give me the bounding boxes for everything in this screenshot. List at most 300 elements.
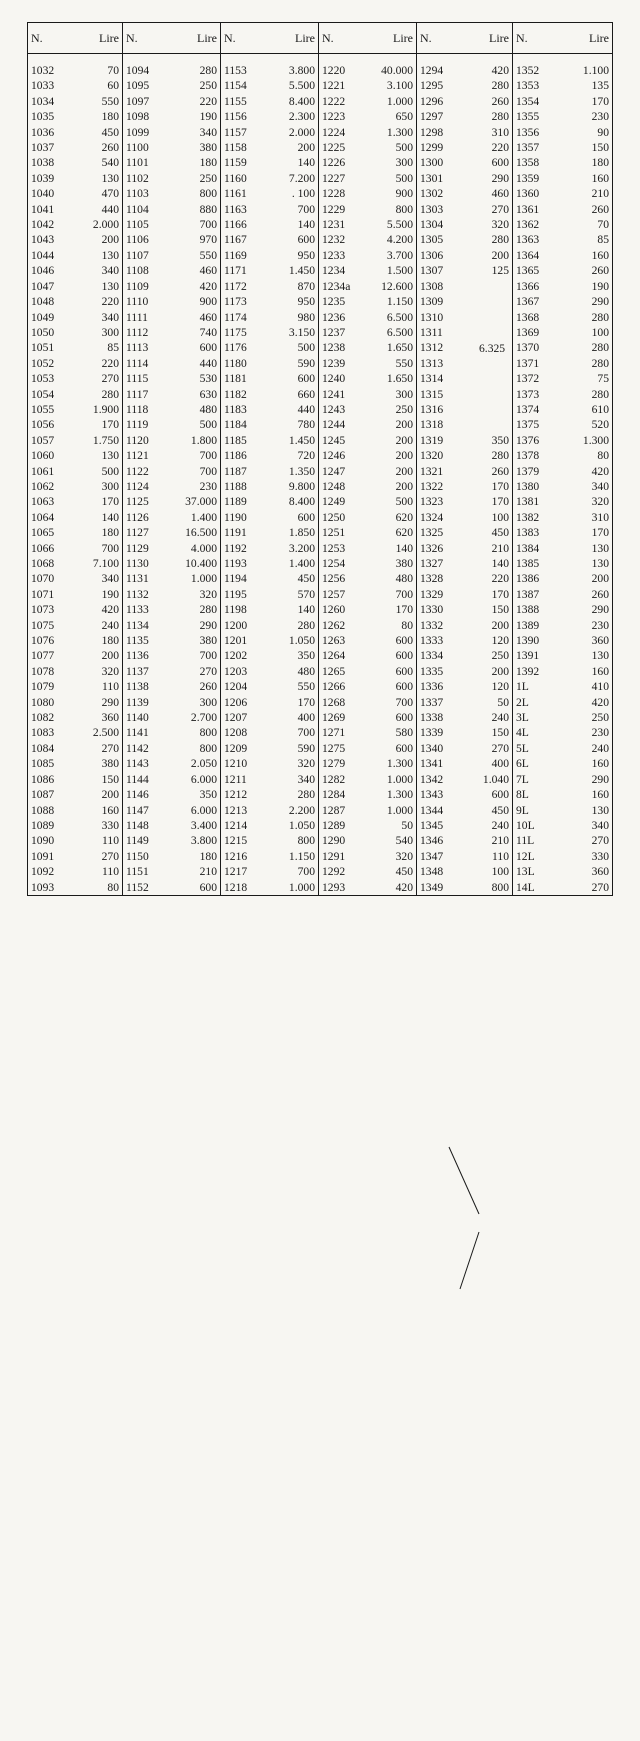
item-price: 270 xyxy=(169,664,221,679)
item-number: 1225 xyxy=(322,141,346,155)
item-price: 620 xyxy=(367,525,417,540)
item-number: 13L xyxy=(516,865,535,879)
item-price: 300 xyxy=(367,387,417,402)
item-price: 280 xyxy=(267,618,319,633)
item-number: 1390 xyxy=(516,634,540,648)
item-price: 50 xyxy=(367,818,417,833)
item-number: 1160 xyxy=(224,171,247,185)
item-number: 1373 xyxy=(516,387,540,401)
item-number: 1195 xyxy=(224,587,247,601)
table-row xyxy=(28,525,613,540)
item-number: 1388 xyxy=(516,603,540,617)
item-price: 180 xyxy=(559,155,613,170)
item-number: 1109 xyxy=(126,279,149,293)
item-number: 1335 xyxy=(420,664,444,678)
item-number: 7L xyxy=(516,772,529,786)
item-price xyxy=(463,387,513,402)
item-price: 800 xyxy=(267,833,319,848)
item-price: 220 xyxy=(463,140,513,155)
item-price: 470 xyxy=(78,186,123,201)
item-price: 320 xyxy=(78,664,123,679)
item-number: 1082 xyxy=(28,710,78,725)
item-price: 700 xyxy=(267,725,319,740)
table-row xyxy=(28,664,613,679)
item-price: 160 xyxy=(78,803,123,818)
item-price: 600 xyxy=(367,679,417,694)
item-price: 250 xyxy=(367,402,417,417)
table-row xyxy=(28,63,613,78)
item-number: 1181 xyxy=(224,372,247,386)
item-number: 1148 xyxy=(126,818,149,832)
item-number: 1140 xyxy=(126,711,149,725)
item-price: 350 xyxy=(267,648,319,663)
item-price: 7.200 xyxy=(267,171,319,186)
item-number: 1305 xyxy=(420,233,444,247)
item-price: 530 xyxy=(169,371,221,386)
item-price: 420 xyxy=(559,464,613,479)
item-number: 1174 xyxy=(224,310,247,324)
item-number: 1132 xyxy=(126,587,149,601)
item-price: 380 xyxy=(367,556,417,571)
item-price: 2.700 xyxy=(169,710,221,725)
item-price: 100 xyxy=(463,864,513,879)
item-price: 140 xyxy=(78,510,123,525)
table-row xyxy=(28,479,613,494)
item-price: 540 xyxy=(367,833,417,848)
item-price: 210 xyxy=(559,186,613,201)
item-price: 3.800 xyxy=(169,833,221,848)
item-number: 1227 xyxy=(322,171,346,185)
col-header-number: N. xyxy=(417,23,463,54)
table-row xyxy=(28,849,613,864)
item-number: 1100 xyxy=(126,141,149,155)
item-price: 620 xyxy=(367,510,417,525)
item-price: 80 xyxy=(78,880,123,896)
item-price: 200 xyxy=(78,232,123,247)
item-number: 1213 xyxy=(224,803,248,817)
item-number: 1238 xyxy=(322,341,346,355)
item-number: 1312 xyxy=(420,341,444,355)
item-price: 280 xyxy=(559,356,613,371)
item-number: 12L xyxy=(516,849,535,863)
item-number: 1211 xyxy=(224,772,247,786)
item-price: 7.100 xyxy=(78,556,123,571)
table-row xyxy=(28,125,613,140)
item-price: 130 xyxy=(78,171,123,186)
item-price: 180 xyxy=(169,155,221,170)
item-price: 280 xyxy=(169,602,221,617)
item-number: 1355 xyxy=(516,110,540,124)
table-row xyxy=(28,756,613,771)
item-number: 1098 xyxy=(126,110,150,124)
table-row xyxy=(28,864,613,879)
item-price: 540 xyxy=(78,155,123,170)
item-price: 550 xyxy=(78,94,123,109)
item-number: 1287 xyxy=(322,803,346,817)
item-price: . 100 xyxy=(267,186,319,201)
table-row xyxy=(28,556,613,571)
item-price: 700 xyxy=(169,217,221,232)
item-number: 1062 xyxy=(28,479,78,494)
item-number: 1290 xyxy=(322,834,346,848)
item-number: 1103 xyxy=(126,187,149,201)
item-number: 1080 xyxy=(28,695,78,710)
item-price: 280 xyxy=(169,63,221,78)
item-price: 280 xyxy=(463,232,513,247)
item-number: 1119 xyxy=(126,418,149,432)
item-number: 1284 xyxy=(322,788,346,802)
item-price: 900 xyxy=(169,294,221,309)
item-price: 660 xyxy=(267,387,319,402)
item-number: 1182 xyxy=(224,387,247,401)
item-number: 1364 xyxy=(516,248,540,262)
item-number: 1381 xyxy=(516,495,540,509)
item-number: 1093 xyxy=(28,880,78,896)
item-price: 1.500 xyxy=(367,263,417,278)
item-number: 1077 xyxy=(28,648,78,663)
item-price: 3.200 xyxy=(267,541,319,556)
item-number: 1152 xyxy=(123,880,169,896)
item-number: 1343 xyxy=(420,788,444,802)
item-price: 380 xyxy=(169,140,221,155)
item-price: 320 xyxy=(463,217,513,232)
item-price: 450 xyxy=(267,571,319,586)
item-number: 1192 xyxy=(224,541,247,555)
item-price: 170 xyxy=(78,494,123,509)
item-price: 3.150 xyxy=(267,325,319,340)
item-number: 1289 xyxy=(322,818,346,832)
item-price: 2.000 xyxy=(267,125,319,140)
item-number: 1033 xyxy=(28,78,78,93)
item-number: 1352 xyxy=(516,64,540,77)
item-price: 600 xyxy=(267,371,319,386)
item-price: 460 xyxy=(169,310,221,325)
item-price: 610 xyxy=(559,402,613,417)
item-price: 3.700 xyxy=(367,248,417,263)
item-number: 1319 xyxy=(420,433,444,447)
item-number: 1237 xyxy=(322,325,346,339)
item-price: 3.400 xyxy=(169,818,221,833)
item-number: 1323 xyxy=(420,495,444,509)
col-header-price: Lire xyxy=(559,23,613,54)
item-number: 1101 xyxy=(126,156,149,170)
item-number: 1387 xyxy=(516,587,540,601)
item-number: 1040 xyxy=(28,186,78,201)
item-number: 1065 xyxy=(28,525,78,540)
item-number: 1161 xyxy=(224,187,247,201)
item-number: 1367 xyxy=(516,295,540,309)
item-number: 1245 xyxy=(322,433,346,447)
item-price: 260 xyxy=(169,679,221,694)
item-number: 1034 xyxy=(28,94,78,109)
item-price: 4.200 xyxy=(367,232,417,247)
item-price: 180 xyxy=(78,633,123,648)
item-number: 1078 xyxy=(28,664,78,679)
item-number: 1198 xyxy=(224,603,247,617)
item-number: 1374 xyxy=(516,402,540,416)
item-number: 1075 xyxy=(28,618,78,633)
item-price: 290 xyxy=(169,618,221,633)
item-number: 1156 xyxy=(224,110,247,124)
item-price: 800 xyxy=(367,202,417,217)
item-price: 740 xyxy=(169,325,221,340)
item-number: 1091 xyxy=(28,849,78,864)
item-price: 200 xyxy=(463,664,513,679)
item-number: 1212 xyxy=(224,788,248,802)
item-number: 1322 xyxy=(420,479,444,493)
item-price: 1.450 xyxy=(267,263,319,278)
item-price: 800 xyxy=(169,725,221,740)
item-price: 280 xyxy=(267,787,319,802)
item-price: 600 xyxy=(463,155,513,170)
item-number: 1147 xyxy=(126,803,149,817)
item-number: 1206 xyxy=(224,695,248,709)
item-price: 100 xyxy=(463,510,513,525)
item-price: 250 xyxy=(463,648,513,663)
item-price: 130 xyxy=(78,248,123,263)
item-price: 180 xyxy=(78,109,123,124)
item-price: 500 xyxy=(367,494,417,509)
item-number: 1201 xyxy=(224,634,248,648)
item-price: 450 xyxy=(78,125,123,140)
item-number: 1189 xyxy=(224,495,247,509)
item-number: 1066 xyxy=(28,541,78,556)
item-number: 1379 xyxy=(516,464,540,478)
item-number: 1202 xyxy=(224,649,248,663)
item-number: 1298 xyxy=(420,125,444,139)
item-price: 10.400 xyxy=(169,556,221,571)
table-row xyxy=(28,741,613,756)
item-price: 110 xyxy=(78,679,123,694)
item-price: 1.750 xyxy=(78,433,123,448)
item-price: 190 xyxy=(78,587,123,602)
item-price: 9.800 xyxy=(267,479,319,494)
spacer-row xyxy=(28,54,613,64)
item-number: 1297 xyxy=(420,110,444,124)
item-price: 700 xyxy=(169,464,221,479)
item-number: 1346 xyxy=(420,834,444,848)
item-price: 210 xyxy=(463,833,513,848)
item-price: 260 xyxy=(559,202,613,217)
item-number: 1304 xyxy=(420,218,444,232)
item-number: 1380 xyxy=(516,479,540,493)
item-price: 700 xyxy=(367,587,417,602)
item-number: 1320 xyxy=(420,449,444,463)
item-number: 1092 xyxy=(28,864,78,879)
item-number: 1106 xyxy=(126,233,149,247)
item-number: 1222 xyxy=(322,94,346,108)
item-number: 1243 xyxy=(322,402,346,416)
item-number: 11L xyxy=(516,834,535,848)
item-number: 1386 xyxy=(516,572,540,586)
item-price: 420 xyxy=(463,63,513,78)
item-price: 200 xyxy=(367,433,417,448)
item-price: 230 xyxy=(559,109,613,124)
item-price: 200 xyxy=(559,571,613,586)
item-number: 10L xyxy=(516,818,535,832)
item-number: 1186 xyxy=(224,449,247,463)
item-number: 1173 xyxy=(224,295,247,309)
item-price: 290 xyxy=(559,772,613,787)
item-number: 1083 xyxy=(28,725,78,740)
item-number: 1169 xyxy=(224,248,247,262)
item-price: 170 xyxy=(78,417,123,432)
item-number: 1110 xyxy=(126,295,149,309)
item-number: 1163 xyxy=(224,202,247,216)
item-price: 160 xyxy=(559,787,613,802)
item-price: 16.500 xyxy=(169,525,221,540)
item-number: 1090 xyxy=(28,833,78,848)
item-price: 8.400 xyxy=(267,94,319,109)
item-price: 870 xyxy=(267,279,319,294)
item-price: 880 xyxy=(169,202,221,217)
item-number: 1214 xyxy=(224,818,248,832)
item-price: 180 xyxy=(78,525,123,540)
item-price: 520 xyxy=(559,417,613,432)
item-price: 420 xyxy=(78,602,123,617)
item-number: 1068 xyxy=(28,556,78,571)
item-price: 480 xyxy=(169,402,221,417)
item-price: 500 xyxy=(169,417,221,432)
table-row xyxy=(28,402,613,417)
item-number: 1253 xyxy=(322,541,346,555)
item-price: 500 xyxy=(78,464,123,479)
item-number: 1153 xyxy=(224,64,247,77)
table-row xyxy=(28,279,613,294)
item-price: 220 xyxy=(78,356,123,371)
item-price: 460 xyxy=(169,263,221,278)
item-price: 210 xyxy=(169,864,221,879)
item-number: 1354 xyxy=(516,94,540,108)
item-number: 1337 xyxy=(420,695,444,709)
col-header-number: N. xyxy=(221,23,267,54)
item-number: 1185 xyxy=(224,433,247,447)
item-price: 150 xyxy=(559,140,613,155)
item-number: 1087 xyxy=(28,787,78,802)
item-number: 1313 xyxy=(420,356,444,370)
item-price: 800 xyxy=(169,186,221,201)
item-number: 1139 xyxy=(126,695,149,709)
item-price: 240 xyxy=(78,618,123,633)
item-price: 950 xyxy=(267,248,319,263)
item-price: 140 xyxy=(267,155,319,170)
item-number: 4L xyxy=(516,726,529,740)
item-price: 420 xyxy=(559,695,613,710)
item-price: 210 xyxy=(463,541,513,556)
item-price: 1.300 xyxy=(367,756,417,771)
item-price: 270 xyxy=(78,371,123,386)
item-price: 320 xyxy=(267,756,319,771)
item-number: 1127 xyxy=(126,526,149,540)
item-number: 1133 xyxy=(126,603,149,617)
item-price: 230 xyxy=(169,479,221,494)
item-number: 1334 xyxy=(420,649,444,663)
item-number: 1149 xyxy=(126,834,149,848)
item-number: 1210 xyxy=(224,757,248,771)
item-number: 1340 xyxy=(420,741,444,755)
item-number: 9L xyxy=(516,803,529,817)
item-number: 1151 xyxy=(126,865,149,879)
item-number: 1158 xyxy=(224,141,247,155)
table-row xyxy=(28,140,613,155)
item-number: 1070 xyxy=(28,571,78,586)
item-price: 1.050 xyxy=(267,818,319,833)
item-price: 1.040 xyxy=(463,772,513,787)
item-number: 1357 xyxy=(516,141,540,155)
item-number: 1191 xyxy=(224,526,247,540)
table-row xyxy=(28,803,613,818)
item-number: 1247 xyxy=(322,464,346,478)
table-row xyxy=(28,433,613,448)
item-price: 550 xyxy=(169,248,221,263)
item-number: 1183 xyxy=(224,402,247,416)
item-price: 1.300 xyxy=(559,433,613,448)
item-price: 6.500 xyxy=(367,310,417,325)
item-price: 130 xyxy=(559,648,613,663)
item-number: 1370 xyxy=(516,341,540,355)
item-number: 1295 xyxy=(420,79,444,93)
item-number: 1231 xyxy=(322,218,346,232)
item-number: 1239 xyxy=(322,356,346,370)
item-price: 340 xyxy=(169,125,221,140)
item-number: 1236 xyxy=(322,310,346,324)
item-price: 600 xyxy=(267,232,319,247)
item-price: 280 xyxy=(78,387,123,402)
item-price: 200 xyxy=(463,618,513,633)
col-header-price: Lire xyxy=(367,23,417,54)
item-number: 1376 xyxy=(516,433,540,447)
item-price: 700 xyxy=(78,541,123,556)
item-number: 1240 xyxy=(322,372,346,386)
item-price: 410 xyxy=(559,679,613,694)
item-price: 85 xyxy=(559,232,613,247)
item-number: 1115 xyxy=(126,372,149,386)
item-price: 300 xyxy=(78,479,123,494)
item-price: 230 xyxy=(559,725,613,740)
item-number: 1234 xyxy=(322,264,346,278)
item-price: 140 xyxy=(267,602,319,617)
item-number: 1300 xyxy=(420,156,444,170)
col-header-number: N. xyxy=(513,23,559,54)
item-price: 1.650 xyxy=(367,340,417,355)
item-number: 1203 xyxy=(224,664,248,678)
item-price: 800 xyxy=(463,880,513,896)
item-price: 130 xyxy=(78,448,123,463)
item-number: 1167 xyxy=(224,233,247,247)
item-price: 500 xyxy=(367,140,417,155)
table-row xyxy=(28,695,613,710)
item-number: 1207 xyxy=(224,711,248,725)
item-price: 320 xyxy=(169,587,221,602)
item-number: 1275 xyxy=(322,741,346,755)
item-number: 1251 xyxy=(322,526,346,540)
table-row xyxy=(28,78,613,93)
table-row xyxy=(28,772,613,787)
item-price: 120 xyxy=(463,679,513,694)
item-price: 1.100 xyxy=(559,63,613,78)
item-number: 1218 xyxy=(221,880,267,896)
item-number: 1111 xyxy=(126,310,148,324)
table-row xyxy=(28,155,613,170)
item-number: 1378 xyxy=(516,449,540,463)
item-price: 200 xyxy=(367,417,417,432)
item-number: 1204 xyxy=(224,680,248,694)
item-number: 1094 xyxy=(126,64,150,77)
item-price: 120 xyxy=(463,633,513,648)
item-price: 200 xyxy=(367,464,417,479)
item-number: 1215 xyxy=(224,834,248,848)
item-number: 1193 xyxy=(224,557,247,570)
